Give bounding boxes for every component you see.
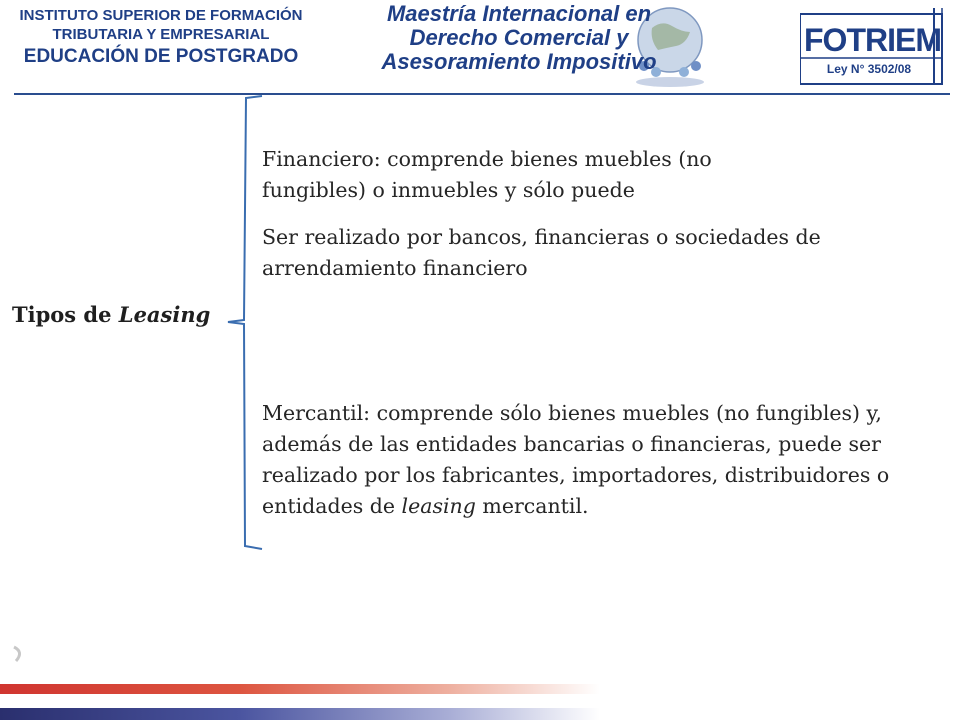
financiero-continuation: Ser realizado por bancos, financieras o sociedades de arrendamiento financiero (262, 225, 821, 280)
diagram-label (12, 302, 210, 327)
program-line-1: Maestría Internacional en (386, 1, 652, 26)
mercantil-end: mercantil. (475, 494, 589, 518)
institute-line-3: EDUCACIÓN DE POSTGRADO (23, 46, 299, 67)
footer-red-bar (0, 684, 600, 694)
mercantil-text (262, 398, 922, 522)
fotriem-logo (800, 8, 950, 88)
swirl-icon (8, 644, 28, 664)
program-line-2: Derecho Comercial y (409, 25, 629, 50)
fotriem-law: Ley N° 3502/08 (826, 62, 912, 76)
program-title (364, 2, 674, 74)
label-emphasis: Leasing (118, 302, 211, 327)
financiero-text: Financiero: comprende bienes muebles (no fungibles) o inmuebles y sólo puede (262, 147, 712, 202)
fotriem-name: FOTRIEM (804, 22, 941, 58)
mercantil-body: Mercantil: comprende sólo bienes muebles (no fungibles) y, además de las entidades bancarias o financieras, puede ser realizado por los fabricantes, importadores, distribuidores o entidades de (262, 401, 890, 518)
mercantil-emphasis: leasing (401, 494, 476, 518)
institute-line-2: TRIBUTARIA Y EMPRESARIAL (52, 26, 270, 43)
footer-blue-bar (0, 708, 600, 720)
program-line-3: Asesoramiento Impositivo (381, 49, 657, 74)
institute-line-1: INSTITUTO SUPERIOR DE FORMACIÓN (19, 7, 303, 24)
left-brace (0, 0, 280, 560)
label-prefix: Tipos de (12, 302, 119, 327)
